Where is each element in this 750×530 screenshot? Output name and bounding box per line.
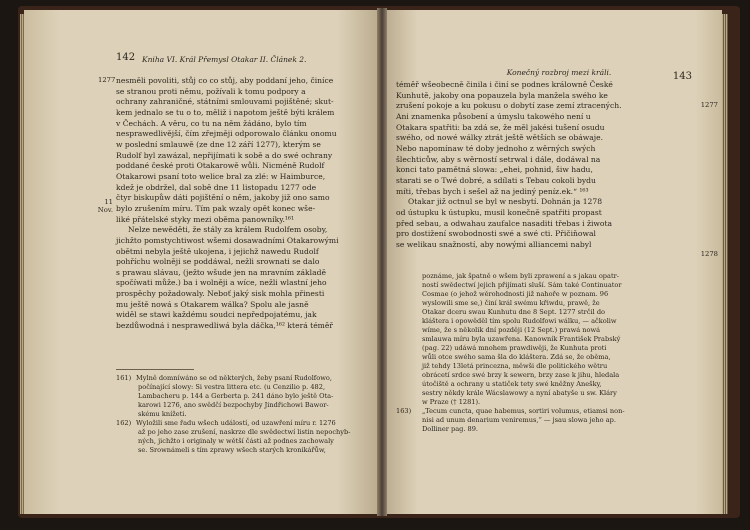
footnote-line: útočiště a ochrany u statiček tety swé kněžny Anešky,	[422, 380, 602, 388]
margin-year: 1277	[700, 101, 718, 109]
footnote-line: wíme, že s několik dní později (12 Sept.) prawá nowá	[422, 326, 601, 334]
body-text	[116, 76, 380, 332]
footnote-line: smlauwa míru byla uzawřena. Kanowník František Prabský	[422, 335, 621, 343]
footnotes	[116, 374, 380, 455]
text-line: v Čechách. A věru, co tu na něm žádáno, bylo tím	[116, 118, 307, 128]
footnote-line: poznáme, jak špatně o wšem byli zprawení a s jakau opatr-	[422, 272, 619, 280]
text-line: Otakara spatřiti: ba zdá se, že měl jakési tušení osudu	[396, 122, 605, 132]
footnote-line: se. Srownámeli s tím zprawy wšech starých kronikářůw,	[138, 446, 326, 454]
footnote-line: obrácetí srdce swé brzy k sewern, brzy zase k jihu, hledala	[422, 371, 620, 379]
footnote-line: ností swědectwí jejich přijímati sluší. Sám také Continuator	[422, 281, 622, 289]
footnote-line: w Praze († 1281).	[422, 398, 481, 406]
text-line: prospěchy požadowaly. Neboť jaký sisk mohla přinesti	[116, 289, 325, 299]
footnote-line: wyslowili sme se,) činí král swému křiwdu, prawě, že	[422, 299, 600, 307]
footnote-line: Dolliner pag. 89.	[422, 425, 479, 433]
text-line: šlechticůw, aby s wěrností setrwal i dále, dodáwal na	[396, 154, 601, 164]
text-line: jichžto pomstychtiwost wšemi dosawadními Otakarowými	[116, 235, 339, 245]
text-line: s prawau slávau, (ježto wšude jen na mravním základě	[116, 267, 326, 277]
text-line: Ani znamenka působení a úmyslu takowého není u	[396, 111, 591, 121]
text-line: nesměli povoliti, stůj co co stůj, aby poddaní jeho, činíce	[116, 76, 334, 85]
text-line: swého, od nowé wálky ztrát ještě wětších se obáwaje.	[396, 133, 604, 143]
footnote-line: karowi 1276, ano swědčí bezpochyby Jindřichowi Bawor-	[138, 401, 329, 409]
footnote-line: Otakar dceru swau Kunhutu dne 8 Sept. 1277 strčil do	[422, 308, 606, 316]
text-line: se stranou proti němu, požívali k tomu podpory a	[116, 86, 306, 96]
text-line: w poslední smlauwě (ze dne 12 září 1277), kterým se	[116, 139, 321, 149]
text-line: ochrany zahraničné, státními smlouvami pojištěné; skut-	[116, 97, 334, 107]
text-line: kdež je obdržel, dal sobě dne 11 listopadu 1277 ode	[116, 182, 317, 192]
footnote-line: Cosmae (o jehož wěrohodnosti již nahoře w poznam. 96	[422, 290, 609, 298]
footnote-line: ných, jichžto i originaly w wětší části až podnes zachowaly	[138, 437, 334, 445]
text-line: Rudolf byl zawázal, nepřijímati k sobě a do swé ochrany	[116, 150, 333, 160]
text-line: zrušení pokoje a ku pokusu o dobytí zase zemí ztracených.	[396, 101, 622, 111]
text-line: kem jednalo se tu o to, měliž i napotom ještě býti králem	[116, 107, 335, 117]
text-line: liké přátelské styky mezi oběma panowníky.¹⁶¹	[116, 214, 295, 224]
footnote-line: sestry někdy krále Wácslawowy a nyní abatyše u sw. Kláry	[422, 389, 617, 397]
left-page	[24, 10, 380, 514]
text-line: míti, třebas bych i sešel až na jediný peníz.ek.“ ¹⁶³	[396, 186, 589, 196]
text-line: před sebau, a odwahau zaufalce nasaditi třebas i žiwota	[396, 218, 613, 228]
text-line: pohříchu wolněji se poddáwal, nežli srownati se dalo	[116, 257, 320, 267]
footnote-line: skému knížeti.	[138, 410, 187, 418]
text-line: čtyr biskupůw dáti pojištění o něm, jakoby již ono samo	[116, 193, 330, 203]
footnote-line: 161) Mylně domníwáno se od některých, žeby psaní Rudolfowo,	[116, 374, 332, 382]
text-line: bezdůwodná i nesprawedliwá byla dáčka,¹⁶² která téměř	[116, 321, 334, 331]
text-line: obětmi nebyla ještě ukojena, i jejichž nawedu Rudolf	[116, 246, 319, 256]
footnote-line: 162) Wyložili sme řadu wšech událostí, od uzawření míru r. 1276	[116, 419, 336, 427]
footnotes	[396, 272, 700, 434]
page-number: 142	[116, 52, 136, 63]
text-line: Nelze newěděti, že stály za králem Rudolfem osoby,	[128, 225, 328, 235]
text-line: Otakarowi psaní toto welice bral za zlé: w Haimburce,	[116, 171, 326, 181]
footnote-line: Lambacheru p. 144 a Gerberta p. 241 dáno bylo ještě Ota-	[138, 392, 334, 400]
footnote-line: nisi ad unum denarium veniremus,“ — jsau slowa jeho ap.	[422, 416, 616, 424]
footnote-line: wůli otce swého sama šla do kláštera. Zdá se, že oběma,	[422, 353, 611, 361]
footnote-number: 163)	[396, 407, 412, 415]
text-line: poddané české proti Otakarowě wůli. Nicméně Rudolf	[116, 161, 325, 171]
margin-year: 1278	[700, 250, 718, 258]
text-line: Otakar již octnul se byl w nesbytí. Dohnán ja 1278	[408, 197, 603, 207]
text-line: Kunhutě, jakoby ona popauzela byla manžela swého ke	[396, 90, 608, 100]
footnote-line: 163) „Tecum cuncta, quae habemus, sortiri volumus, etiamsi non-	[396, 407, 625, 415]
text-line: pro dostižení swobodnosti swé a swé cti. Přičiňowal	[396, 229, 596, 239]
right-page	[384, 10, 722, 514]
text-line: konci tato pamětná slowa: „ehei, pohnid, šiw hadu,	[396, 165, 593, 175]
text-line: od ústupku k ústupku, musil konečně spatřiti propast	[396, 207, 602, 217]
running-head: Konečný rozbroj mezi králi.	[506, 68, 612, 77]
text-line: starati se o Twé dobré, a sdílati s Tebau cokoli bydu	[396, 175, 596, 185]
page-number: 143	[672, 71, 692, 82]
footnote-line: až po jeho zase zrušení, naskrze dle swědectwí listin nepochyb-	[138, 428, 351, 436]
text-line: mu ještě nowá s Otakarem wálka? Spolu ale jasně	[116, 299, 309, 309]
text-line: téměř wšeobecně činila i činí se podnes králowně České	[396, 80, 613, 89]
footnote-divider	[116, 369, 194, 370]
running-head: Kniha VI. Král Přemysl Otakar II. Článek 2.	[142, 55, 307, 64]
body-text	[396, 80, 700, 251]
text-line: se welikau snažností, aby nowými alliancemi nabyl	[396, 239, 592, 249]
text-line: Nebo napomínaw té doby jednoho z wěrných swých	[396, 143, 596, 153]
text-line: spočíwati může.) ba i wolněji a wíce, nežli wlastní jeho	[116, 278, 327, 288]
footnote-number: 161)	[116, 374, 132, 382]
margin-date: 11 Nov.	[97, 198, 113, 214]
footnote-line: (pag. 22) udáwá mnohem prawdiwěji, že Kunhuta proti	[422, 344, 607, 352]
footnote-line: kláštera i opowěděl tím spolu Rudolfowi wálku, — ačkoliw	[422, 317, 617, 325]
footnote-number: 162)	[116, 419, 132, 427]
text-line: nesprawedlivější, čím zřejměji odporowalo článku onomu	[116, 129, 337, 139]
book-gutter	[377, 8, 387, 516]
margin-year: 1277	[98, 76, 116, 84]
footnote-line: již tehdy 13letá princezna, měwši dle politického wětru	[422, 362, 608, 370]
footnote-line: počínající slowy: Si vestra littera etc. (u Cenzilio p. 482,	[138, 383, 326, 391]
text-line: widěl se stawi každému soudci nepředpojatému, jak	[116, 310, 317, 320]
text-line: bylo zrušením míru. Tím pak wzaly opět konec wše-	[116, 203, 316, 213]
